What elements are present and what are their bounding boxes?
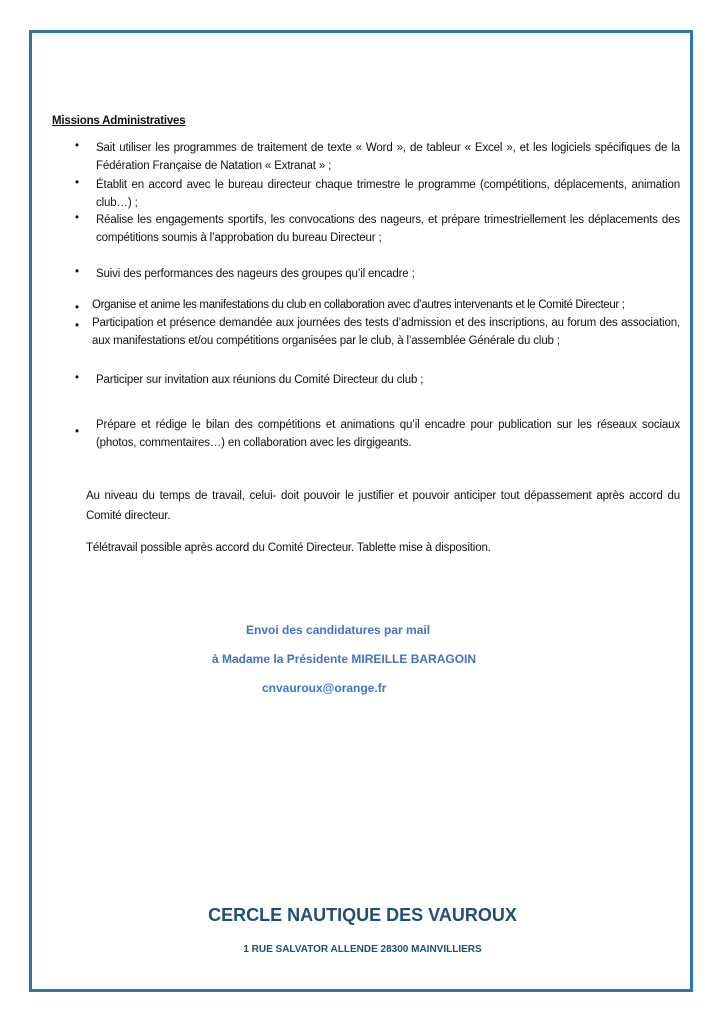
list-item: Prépare et rédige le bilan des compétitions et animations qu’il encadre pour publication sur les réseaux sociaux (photos, commentaires…) en collaboration avec les dirgigeants. xyxy=(96,419,680,449)
list-item: Réalise les engagements sportifs, les convocations des nageurs, et prépare trimestriellement les déplacements des compétitions soumis à l’approbation du bureau Directeur ; xyxy=(96,214,680,244)
section-heading: Missions Administratives xyxy=(52,115,186,127)
bullet-icon: • xyxy=(75,140,80,152)
contact-email-link[interactable]: cnvauroux@orange.fr xyxy=(262,681,387,695)
list-item: Organise et anime les manifestations du club en collaboration avec d’autres intervenants et le Comité Directeur ; xyxy=(92,299,625,311)
bullet-icon: • xyxy=(75,212,80,224)
list-item: Suivi des performances des nageurs des groupes qu’il encadre ; xyxy=(96,268,415,280)
work-time-paragraph: Au niveau du temps de travail, celui- doit pouvoir le justifier et pouvoir anticiper tout dépassement après accord du Comité directeur. xyxy=(86,490,680,522)
bullet-icon: • xyxy=(75,177,80,189)
list-item: Établit en accord avec le bureau directeur chaque trimestre le programme (compétitions, déplacements, animation club…) ; xyxy=(96,179,680,209)
bullet-icon: • xyxy=(75,426,80,438)
bullet-icon: • xyxy=(75,266,80,278)
bullet-icon: • xyxy=(75,320,80,332)
organization-name: CERCLE NAUTIQUE DES VAUROUX xyxy=(208,905,517,925)
bullet-icon: • xyxy=(75,372,80,384)
list-item: Participation et présence demandée aux journées des tests d’admission et des inscriptions, au forum des association, aux manifestations et/ou compétitions organisées par le club, à l’assemblée Générale du club ; xyxy=(92,317,680,347)
telework-paragraph: Télétravail possible après accord du Comité Directeur. Tablette mise à disposition. xyxy=(86,542,491,554)
organization-address: 1 RUE SALVATOR ALLENDE 28300 MAINVILLIERS xyxy=(243,944,482,955)
list-item: Participer sur invitation aux réunions du Comité Directeur du club ; xyxy=(96,374,424,386)
recipient-name: à Madame la Présidente MIREILLE BARAGOIN xyxy=(212,652,477,666)
list-item: Sait utiliser les programmes de traitement de texte « Word », de tableur « Excel », et les logiciels spécifiques de la Fédération Française de Natation « Extranat » ; xyxy=(96,142,680,172)
bullet-icon: • xyxy=(75,302,80,314)
application-instructions: Envoi des candidatures par mail xyxy=(246,623,431,637)
